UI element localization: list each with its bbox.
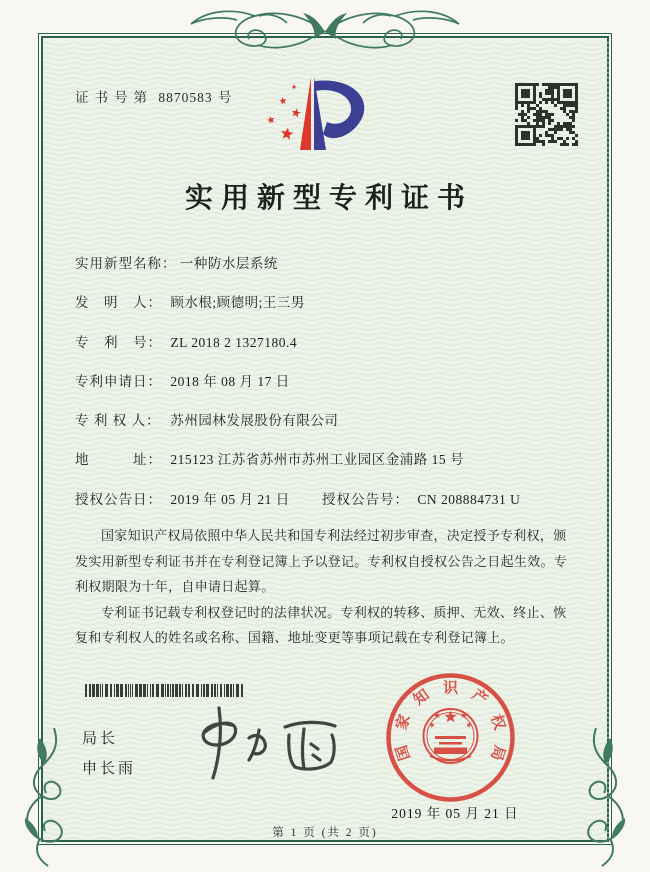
certificate-number-line (75, 86, 232, 106)
field-row-patent-no (75, 323, 580, 362)
certificate-fields (75, 244, 580, 519)
grant-no-label: 授权公告号： (322, 491, 409, 507)
svg-text:知: 知 (410, 686, 433, 709)
field-row-name (75, 244, 580, 283)
svg-text:产: 产 (468, 686, 491, 709)
field-label: 地 址： (75, 452, 162, 468)
director-name: 申长雨 (82, 761, 137, 777)
field-value: 一种防水层系统 (179, 256, 278, 271)
field-row-patentee (75, 401, 580, 440)
certificate-number-label: 证书号第 (75, 90, 153, 105)
certificate-number-suffix: 号 (218, 90, 232, 105)
director-title: 局长 (82, 731, 119, 747)
seal-date: 2019 年 05 月 21 日 (391, 806, 519, 821)
field-row-grant (75, 480, 580, 519)
svg-text:国: 国 (393, 743, 414, 763)
barcode (85, 684, 246, 697)
cnipa-official-seal (378, 665, 523, 810)
page-number-footer: 第 1 页 (共 2 页) (272, 827, 378, 839)
national-emblem-icon (424, 709, 478, 763)
field-label: 实用新型名称： (75, 256, 177, 271)
cnipa-logo-icon (258, 72, 384, 162)
field-row-address (75, 440, 580, 479)
grant-date-value: 2019 年 05 月 21 日 (170, 491, 290, 507)
qr-code (515, 83, 578, 146)
director-block (82, 724, 136, 784)
field-value: 2018 年 08 月 17 日 (170, 373, 290, 389)
field-value: 顾水根;顾德明;王三男 (170, 295, 305, 311)
bottom-left-vine-ornament (10, 728, 74, 868)
svg-text:识: 识 (442, 680, 459, 697)
field-label: 专利申请日： (75, 373, 162, 389)
certificate-title: 实用新型专利证书 (184, 183, 473, 214)
certificate-number-value: 8870583 (158, 90, 213, 105)
field-row-inventors (75, 283, 580, 322)
field-label: 发 明 人： (75, 295, 162, 311)
field-value: 苏州园林发展股份有限公司 (170, 413, 339, 429)
legal-paragraph-2: 专利证书记载专利权登记时的法律状况。专利权的转移、质押、无效、终止、恢复和专利权人的姓名或名称、国籍、地址变更等事项记载在专利登记簿上。 (75, 604, 567, 645)
legal-body-text (75, 523, 578, 651)
legal-paragraph-1: 国家知识产权局依照中华人民共和国专利法经过初步审查，决定授予专利权，颁发实用新型专利证书并在专利登记簿上予以登记。专利权自授权公告之日起生效。专利权期限为十年，自申请日起算。 (75, 528, 568, 594)
svg-text:权: 权 (487, 712, 508, 732)
field-row-filing-date (75, 362, 580, 401)
field-label: 专 利 权 人： (75, 413, 161, 429)
director-signature-handwriting (185, 700, 350, 792)
field-value: 215123 江苏省苏州市苏州工业园区金浦路 15 号 (170, 452, 464, 468)
grant-no-value: CN 208884731 U (417, 491, 521, 507)
field-label: 专 利 号： (75, 334, 162, 350)
field-value: ZL 2018 2 1327180.4 (170, 334, 298, 350)
top-border-flourish-ornament (163, 3, 487, 57)
grant-no-pair (322, 480, 520, 519)
svg-text:家: 家 (393, 712, 414, 732)
grant-date-label: 授权公告日： (75, 491, 162, 507)
svg-text:局: 局 (487, 743, 508, 763)
bottom-right-vine-ornament (576, 728, 640, 868)
